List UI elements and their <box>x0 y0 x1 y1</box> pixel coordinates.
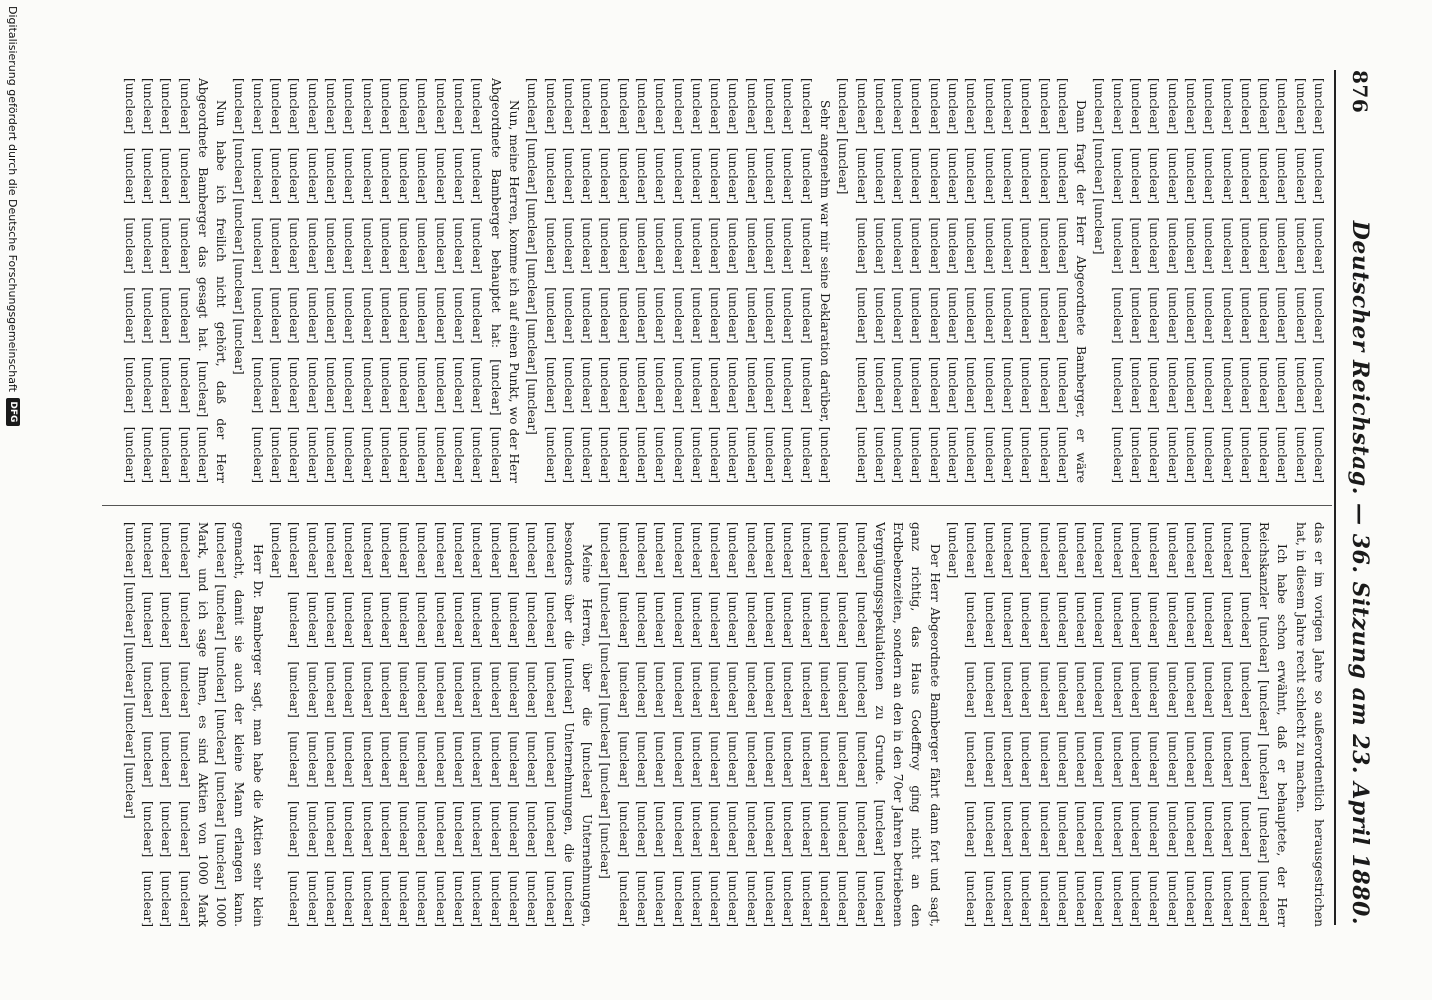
right-column-paragraph: Herr Dr. Bamberger sagt, man habe die Aktien sehr klein gemacht, damit sie auch der kleine Mann erlangen kann. [unclear] [unclear] [unclear] [unclear] [unclear] [unclear] 1000 Mark, und ich sage Ihnen, es sind Aktien von 1000 Mark [unclear] [unclear] [unclear] [unclear] [unclear] [unclear] [unclear] [unclear] [unclear] [unclear] [unclear] [unclear] [unclear] [unclear] [unclear] [unclear] [unclear] [unclear] [unclear] [unclear] [unclear] [unclear] [unclear] <box>122 522 265 927</box>
left-column-paragraph: Nun, meine Herren, komme ich auf einen Punkt, wo der Herr Abgeordnete Bamberger behauptet hat: [unclear] [unclear] [unclear] [unclear] [unclear] [unclear] [unclear] [unclear] [unclear] [unclear] [unclear] [unclear] [unclear] [unclear] [unclear] [unclear] [unclear] [unclear] [unclear] [unclear] [unclear] [unclear] [unclear] [unclear] [unclear] [unclear] [unclear] [unclear] [unclear] [unclear] [unclear] [unclear] [unclear] [unclear] [unclear] [unclear] [unclear] [unclear] [unclear] [unclear] [unclear] [unclear] [unclear] [unclear] [unclear] [unclear] [unclear] [unclear] [unclear] [unclear] [unclear] [unclear] [unclear] [unclear] [unclear] [unclear] [unclear] [unclear] [unclear] [unclear] [unclear] [unclear] [unclear] [unclear] [unclear] [unclear] [unclear] [unclear] [unclear] [unclear] [unclear] [unclear] [unclear] [unclear] [unclear] [unclear] [unclear] [unclear] [unclear] [unclear] [unclear] [unclear] [unclear] [unclear] [unclear] <box>232 78 521 483</box>
left-text-column <box>118 78 1328 483</box>
left-column-paragraph: Dann fragt der Herr Abgeordnete Bamberger, er wäre [unclear] [unclear] [unclear] [unclear] [unclear] [unclear] [unclear] [unclear] [unclear] [unclear] [unclear] [unclear] [unclear] [unclear] [unclear] [unclear] [unclear] [unclear] [unclear] [unclear] [unclear] [unclear] [unclear] [unclear] [unclear] [unclear] [unclear] [unclear] [unclear] [unclear] [unclear] [unclear] [unclear] [unclear] [unclear] [unclear] [unclear] [unclear] [unclear] [unclear] [unclear] [unclear] [unclear] [unclear] [unclear] [unclear] [unclear] [unclear] [unclear] [unclear] [unclear] [unclear] [unclear] [unclear] [unclear] [unclear] [unclear] [unclear] [unclear] [unclear] [unclear] [unclear] [unclear] [unclear] [unclear] [unclear] [unclear] [unclear] [unclear] [unclear] [unclear] [unclear] [unclear] [unclear] <box>836 78 1089 483</box>
footer-credit <box>2 0 24 1006</box>
left-column-paragraph: [unclear] [unclear] [unclear] [unclear] [unclear] [unclear] [unclear] [unclear] [unclear] [unclear] [unclear] [unclear] [unclear] [unclear] [unclear] [unclear] [unclear] [unclear] [unclear] [unclear] [unclear] [unclear] [unclear] [unclear] [unclear] [unclear] [unclear] [unclear] [unclear] [unclear] [unclear] [unclear] [unclear] [unclear] [unclear] [unclear] [unclear] [unclear] [unclear] [unclear] [unclear] [unclear] [unclear] [unclear] [unclear] [unclear] [unclear] [unclear] [unclear] [unclear] [unclear] [unclear] [unclear] [unclear] [unclear] [unclear] [unclear] [unclear] [unclear] [unclear] [unclear] [unclear] [unclear] [unclear] [unclear] [unclear] [unclear] [unclear] [unclear] [unclear] [unclear] [unclear] [unclear] [unclear] [unclear] <box>1092 78 1326 483</box>
column-divider <box>102 505 1332 506</box>
left-column-paragraph: Sehr angenehm war mir seine Deklaration darüber, [unclear] [unclear] [unclear] [unclear] [unclear] [unclear] [unclear] [unclear] [unclear] [unclear] [unclear] [unclear] [unclear] [unclear] [unclear] [unclear] [unclear] [unclear] [unclear] [unclear] [unclear] [unclear] [unclear] [unclear] [unclear] [unclear] [unclear] [unclear] [unclear] [unclear] [unclear] [unclear] [unclear] [unclear] [unclear] [unclear] [unclear] [unclear] [unclear] [unclear] [unclear] [unclear] [unclear] [unclear] [unclear] [unclear] [unclear] [unclear] [unclear] [unclear] [unclear] [unclear] [unclear] [unclear] [unclear] [unclear] [unclear] [unclear] [unclear] [unclear] [unclear] [unclear] [unclear] [unclear] [unclear] [unclear] [unclear] [unclear] [unclear] [unclear] [unclear] [unclear] [unclear] [unclear] [unclear] [unclear] [unclear] [unclear] [unclear] [unclear] [unclear] [unclear] [unclear] [unclear] [unclear] [unclear] [unclear] [unclear] [unclear] [unclear] [unclear] [unclear] [unclear] [unclear] [unclear] [unclear] [unclear] <box>525 78 832 483</box>
right-column-paragraph: Ich habe schon erwähnt, daß er behauptete, der Herr Reichskanzler [unclear] [unclear] [unclear] [unclear] [unclear] [unclear] [unclear] [unclear] [unclear] [unclear] [unclear] [unclear] [unclear] [unclear] [unclear] [unclear] [unclear] [unclear] [unclear] [unclear] [unclear] [unclear] [unclear] [unclear] [unclear] [unclear] [unclear] [unclear] [unclear] [unclear] [unclear] [unclear] [unclear] [unclear] [unclear] [unclear] [unclear] [unclear] [unclear] [unclear] [unclear] [unclear] [unclear] [unclear] [unclear] [unclear] [unclear] [unclear] [unclear] [unclear] [unclear] [unclear] [unclear] [unclear] [unclear] [unclear] [unclear] [unclear] [unclear] [unclear] [unclear] [unclear] [unclear] [unclear] [unclear] [unclear] [unclear] [unclear] [unclear] [unclear] [unclear] [unclear] [unclear] [unclear] [unclear] [unclear] [unclear] [unclear] [unclear] [unclear] [unclear] [unclear] [unclear] [unclear] [unclear] [unclear] [unclear] [unclear] [unclear] [unclear] [unclear] [unclear] [unclear] [unclear] [unclear] [unclear] [unclear] [unclear] [unclear] [unclear] [unclear] [unclear] <box>946 522 1290 927</box>
running-head: Deutscher Reichstag. — 36. Sitzung am 23. April 1880. <box>1347 220 1373 925</box>
footer-text: Digitalisierung gefördert durch die Deutsche Forschungsgemeinschaft <box>6 6 20 392</box>
right-column-paragraph: Meine Herren, über die [unclear] Unternehmungen, besonders über die [unclear] Unternehmungen, die [unclear] [unclear] [unclear] [unclear] [unclear] [unclear] [unclear] [unclear] [unclear] [unclear] [unclear] [unclear] [unclear] [unclear] [unclear] [unclear] [unclear] [unclear] [unclear] [unclear] [unclear] [unclear] [unclear] [unclear] [unclear] [unclear] [unclear] [unclear] [unclear] [unclear] [unclear] [unclear] [unclear] [unclear] [unclear] [unclear] [unclear] [unclear] [unclear] [unclear] [unclear] [unclear] [unclear] [unclear] [unclear] [unclear] [unclear] [unclear] [unclear] [unclear] [unclear] [unclear] [unclear] [unclear] [unclear] [unclear] [unclear] [unclear] [unclear] [unclear] [unclear] [unclear] [unclear] [unclear] [unclear] [unclear] [unclear] [unclear] [unclear] [unclear] [unclear] [unclear] [unclear] [unclear] [unclear] [unclear] [unclear] [unclear] [unclear] [unclear] [unclear] [unclear] [unclear] [unclear] [unclear] [unclear] [unclear] [unclear] [unclear] [unclear] [unclear] [unclear] <box>269 522 595 927</box>
right-column-paragraph: das er im vorigen Jahre so außerordentlich herausgestrichen hat, in diesem Jahre recht schlecht zu machen. <box>1293 522 1326 927</box>
dfg-logo-icon: DFG <box>6 398 20 426</box>
left-column-paragraph: Nun habe ich freilich nicht gehört, daß der Herr Abgeordnete Bamberger das gesagt hat. [unclear] [unclear] [unclear] [unclear] [unclear] [unclear] [unclear] [unclear] [unclear] [unclear] [unclear] [unclear] [unclear] [unclear] [unclear] [unclear] [unclear] [unclear] [unclear] [unclear] [unclear] [unclear] [unclear] [unclear] [unclear] [unclear] <box>122 78 229 483</box>
page-number: 876 <box>1348 70 1372 114</box>
page-header <box>1340 70 1380 925</box>
right-text-column <box>118 522 1328 927</box>
header-rule <box>1334 70 1336 925</box>
right-column-paragraph: Der Herr Abgeordnete Bamberger fährt dann fort und sagt, ganz richtig, das Haus Godeffroy ging nicht an den Erdbebenzeiten, sondern an den in den 70er Jahren betriebenen Vergnügungsspekulationen zu Grunde. [unclear] [unclear] [unclear] [unclear] [unclear] [unclear] [unclear] [unclear] [unclear] [unclear] [unclear] [unclear] [unclear] [unclear] [unclear] [unclear] [unclear] [unclear] [unclear] [unclear] [unclear] [unclear] [unclear] [unclear] [unclear] [unclear] [unclear] [unclear] [unclear] [unclear] [unclear] [unclear] [unclear] [unclear] [unclear] [unclear] [unclear] [unclear] [unclear] [unclear] [unclear] [unclear] [unclear] [unclear] [unclear] [unclear] [unclear] [unclear] [unclear] [unclear] [unclear] [unclear] [unclear] [unclear] [unclear] [unclear] [unclear] [unclear] [unclear] [unclear] [unclear] [unclear] [unclear] [unclear] [unclear] [unclear] [unclear] [unclear] [unclear] [unclear] [unclear] [unclear] [unclear] [unclear] [unclear] [unclear] [unclear] [unclear] [unclear] [unclear] [unclear] [unclear] [unclear] [unclear] [unclear] [unclear] [unclear] [unclear] [unclear] [unclear] [unclear] [unclear] <box>598 522 942 927</box>
